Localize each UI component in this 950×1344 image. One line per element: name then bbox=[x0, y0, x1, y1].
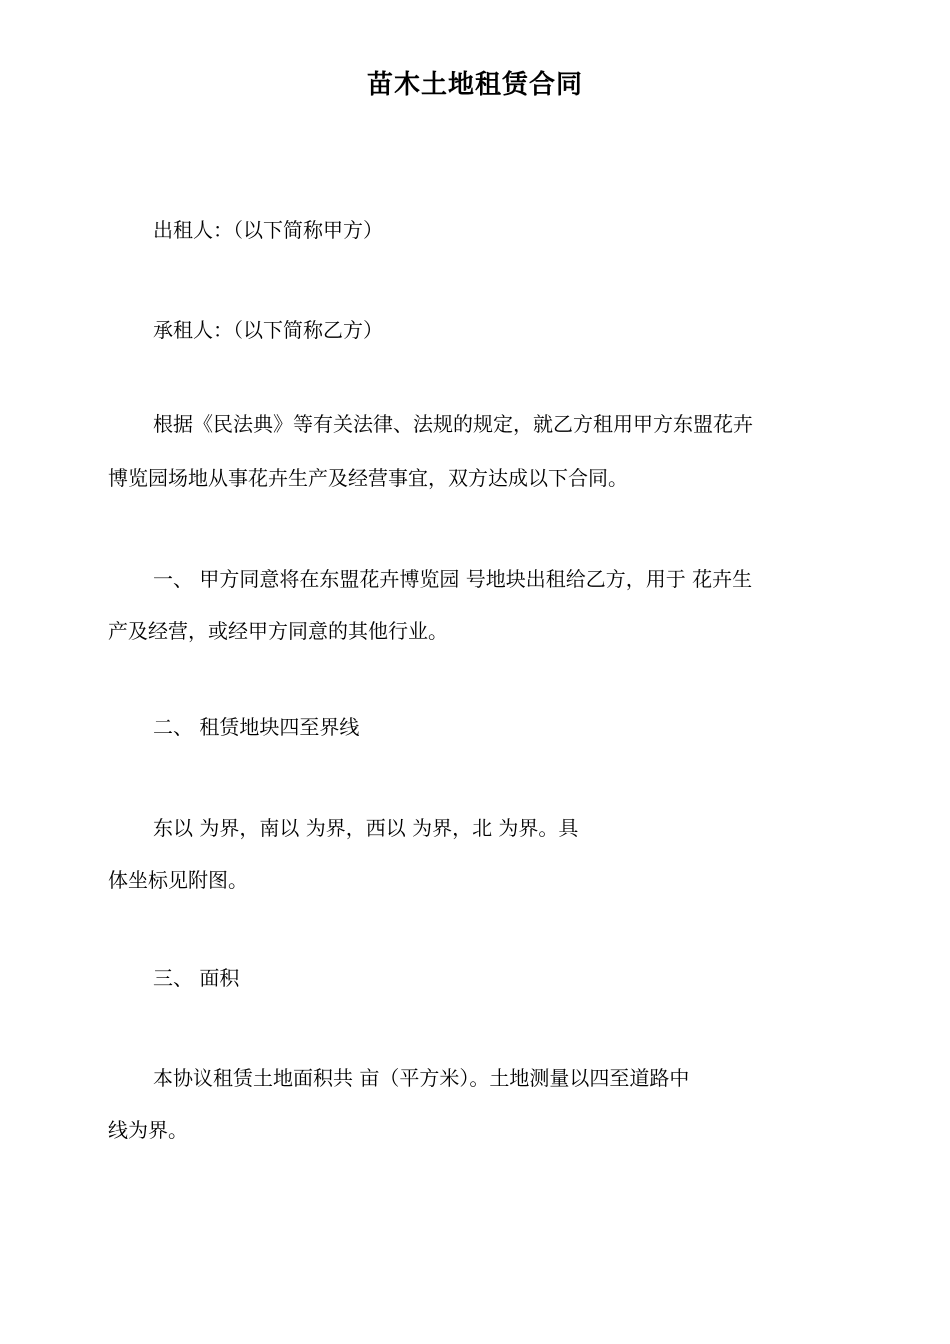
clause-2-heading: 二、 租赁地块四至界线 bbox=[153, 715, 360, 739]
area-line-1: 本协议租赁土地面积共 亩（平方米）。土地测量以四至道路中 bbox=[153, 1066, 690, 1090]
lessee-line: 承租人：（以下简称乙方） bbox=[153, 318, 383, 342]
document-title: 苗木土地租赁合同 bbox=[366, 70, 583, 100]
clause-3-heading: 三、 面积 bbox=[153, 966, 240, 990]
preamble-line-2: 博览园场地从事花卉生产及经营事宜，双方达成以下合同。 bbox=[108, 466, 628, 490]
clause-1-line-2: 产及经营，或经甲方同意的其他行业。 bbox=[108, 619, 448, 643]
area-line-2: 线为界。 bbox=[108, 1118, 188, 1142]
preamble-line-1: 根据《民法典》等有关法律、法规的规定，就乙方租用甲方东盟花卉 bbox=[153, 412, 753, 436]
clause-1-line-1: 一、 甲方同意将在东盟花卉博览园 号地块出租给乙方，用于 花卉生 bbox=[153, 567, 753, 591]
boundary-line-2: 体坐标见附图。 bbox=[108, 868, 248, 892]
lessor-line: 出租人：（以下简称甲方） bbox=[153, 218, 383, 242]
boundary-line-1: 东以 为界，南以 为界，西以 为界，北 为界。具 bbox=[153, 816, 579, 840]
